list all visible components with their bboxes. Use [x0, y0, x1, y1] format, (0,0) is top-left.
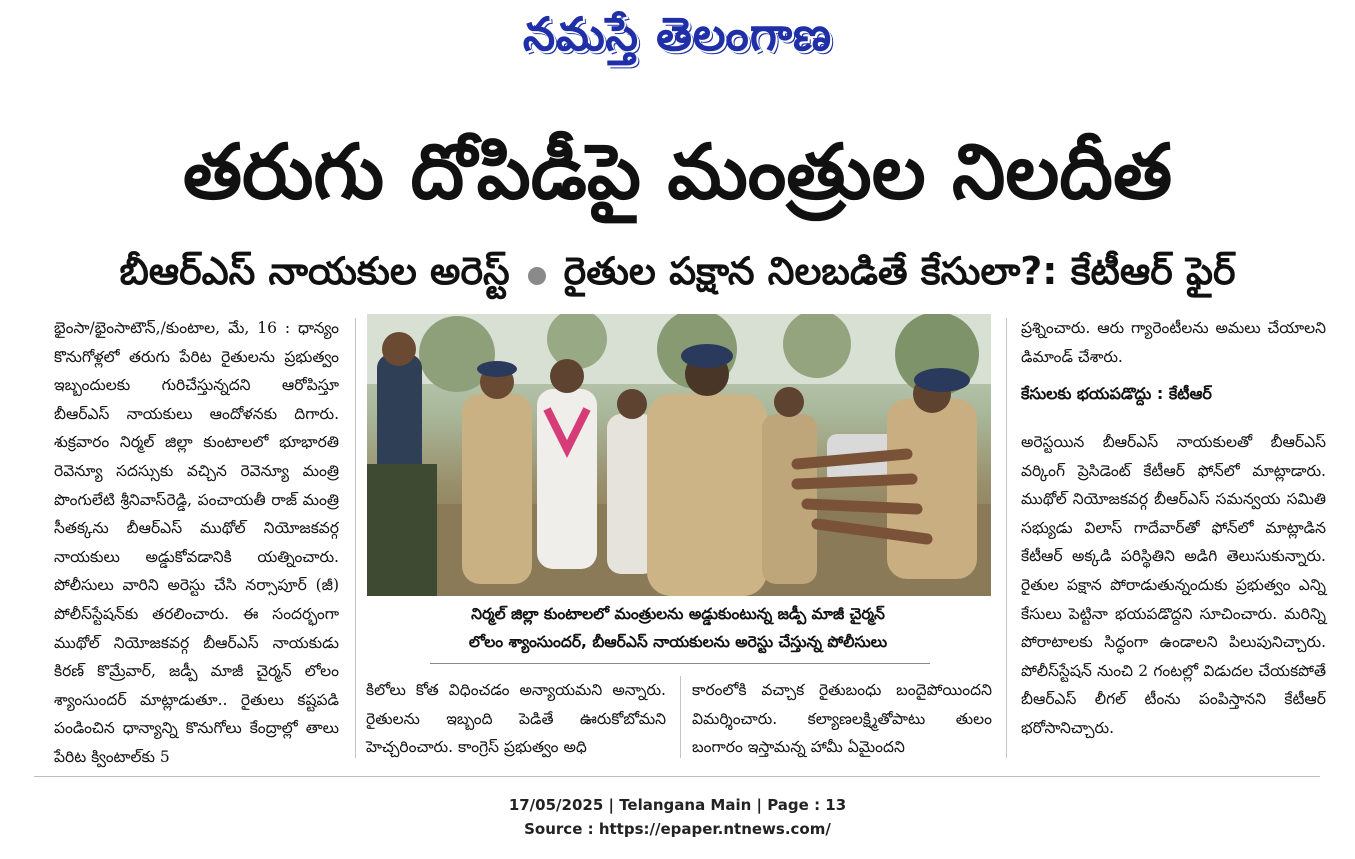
edition-info: 17/05/2025 | Telangana Main | Page : 13 [508, 796, 847, 814]
column-divider [680, 676, 681, 758]
right-column-subheading: కేసులకు భయపడొద్దు : కేటీఆర్‌ [1021, 384, 1212, 403]
column-divider [1006, 318, 1007, 758]
subhead-right: రైతుల పక్షాన నిలబడితే కేసులా?: కేటీఆర్‌ ఫైర్‌ [563, 249, 1236, 293]
masthead-logo [470, 8, 885, 72]
bullet-dot-icon [528, 267, 546, 285]
article-column-middle-2 [692, 676, 992, 762]
newspaper-title: నమస్తే తెలంగాణ [522, 7, 833, 61]
column-divider [355, 318, 356, 758]
right-column-bottom-text: అరెస్టయిన బీఆర్‌ఎస్‌ నాయకులతో బీఆర్‌ఎస్‌ వర్కింగ్‌ ప్రెసిడెంట్‌ కేటీఆర్‌ ఫోన్‌లో మాట్లాడారు. ముథోల్‌ నియోజకవర్గ బీఆర్‌ఎస్‌ సమన్వయ సమితి సభ్యుడు విలాస్‌ గాదేవార్‌తో ఫోన్‌లో మాట్లాడిన కేటీఆర్‌ అక్కడి పరిస్థితిని అడిగి తెలుసుకున్నారు. రైతుల పక్షాన పోరాడుతున్నందుకు ప్రభుత్వం ఎన్ని కేసులు పెట్టినా భయపడొద్దని సూచించారు. మరిన్ని పోరాటాలకు సిద్ధంగా ఉండాలని పిలుపునిచ్చారు. పోలీస్‌స్టేషన్‌ నుంచి 2 గంటల్లో విడుదల చేయకపోతే బీఆర్‌ఎస్‌ లీగల్‌ టీంను పంపిస్తానని కేటీఆర్‌ భరోసానిచ్చారు. [1021, 433, 1326, 737]
photo-caption-line-1: నిర్మల్‌ జిల్లా కుంటాలలో మంత్రులను అడ్డుకుంటున్న జడ్పీ మాజీ చైర్మన్‌ [471, 605, 885, 623]
photo-caption [398, 600, 958, 656]
news-photo [367, 314, 991, 596]
article-headline: తరుగు దోపిడీపై మంత్రుల నిలదీత [182, 127, 1173, 216]
right-column-top-text: ప్రశ్నించారు. ఆరు గ్యారెంటీలను అమలు చేయాలని డిమాండ్‌ చేశారు. [1021, 319, 1326, 366]
left-column-text: భైంసా/భైంసాటౌన్‌,/కుంటాల, మే, 16 : ధాన్యం కొనుగోళ్లలో తరుగు పేరిట రైతులను ప్రభుత్వం ఇబ్బందులకు గురిచేస్తున్నదని ఆరోపిస్తూ బీఆర్‌ఎస్‌ నాయకులు ఆందోళనకు దిగారు. శుక్రవారం నిర్మల్‌ జిల్లా కుంటాలలో భూభారతి రెవెన్యూ సదస్సుకు వచ్చిన రెవెన్యూ మంత్రి పొంగులేటి శ్రీనివాస్‌రెడ్డి, పంచాయతీ రాజ్‌ మంత్రి సీతక్కను బీఆర్‌ఎస్‌ ముథోల్‌ నియోజకవర్గ నాయకులు అడ్డుకోవడానికి యత్నించారు. పోలీసులు వారిని అరెస్టు చేసి నర్సాపూర్‌ (జీ) పోలీస్‌స్టేషన్‌కు తరలించారు. ఈ సందర్భంగా ముథోల్‌ నియోజకవర్గ బీఆర్‌ఎస్‌ నాయకుడు కిరణ్‌ కొమ్రేవార్‌, జడ్పీ మాజీ చైర్మన్‌ లోలం శ్యాంసుందర్‌ మాట్లాడుతూ.. రైతులు కష్టపడి పండించిన ధాన్యాన్ని కొనుగోలు కేంద్రాల్లో తాలు పేరిట క్వింటాల్‌కు 5 [54, 319, 339, 766]
source-link[interactable]: Source : https://epaper.ntnews.com/ [524, 820, 831, 838]
caption-divider [430, 663, 930, 664]
middle-column-1-text: కిలోలు కోత విధించడం అన్యాయమని అన్నారు. రైతులను ఇబ్బంది పెడితే ఊరుకోబోమని హెచ్చరించారు. కాంగ్రెస్‌ ప్రభుత్వం అధి [366, 681, 666, 757]
footer-divider [34, 776, 1320, 777]
subhead-left: బీఆర్‌ఎస్‌ నాయకుల అరెస్ట్‌ [119, 249, 510, 293]
photo-caption-line-2: లోలం శ్యాంసుందర్‌, బీఆర్‌ఎస్‌ నాయకులను అరెస్టు చేస్తున్న పోలీసులు [468, 633, 888, 651]
article-column-left [54, 314, 339, 772]
article-subhead [30, 246, 1325, 306]
middle-column-2-text: కారంలోకి వచ్చాక రైతుబంధు బందైపోయిందని విమర్శించారు. కల్యాణలక్ష్మితోపాటు తులం బంగారం ఇస్తామన్న హామీ ఏమైందని [692, 681, 992, 757]
news-photo-illustration [367, 314, 991, 596]
article-column-middle-1 [366, 676, 666, 762]
article-column-right-bottom [1021, 428, 1326, 743]
article-column-right-top [1021, 314, 1326, 371]
